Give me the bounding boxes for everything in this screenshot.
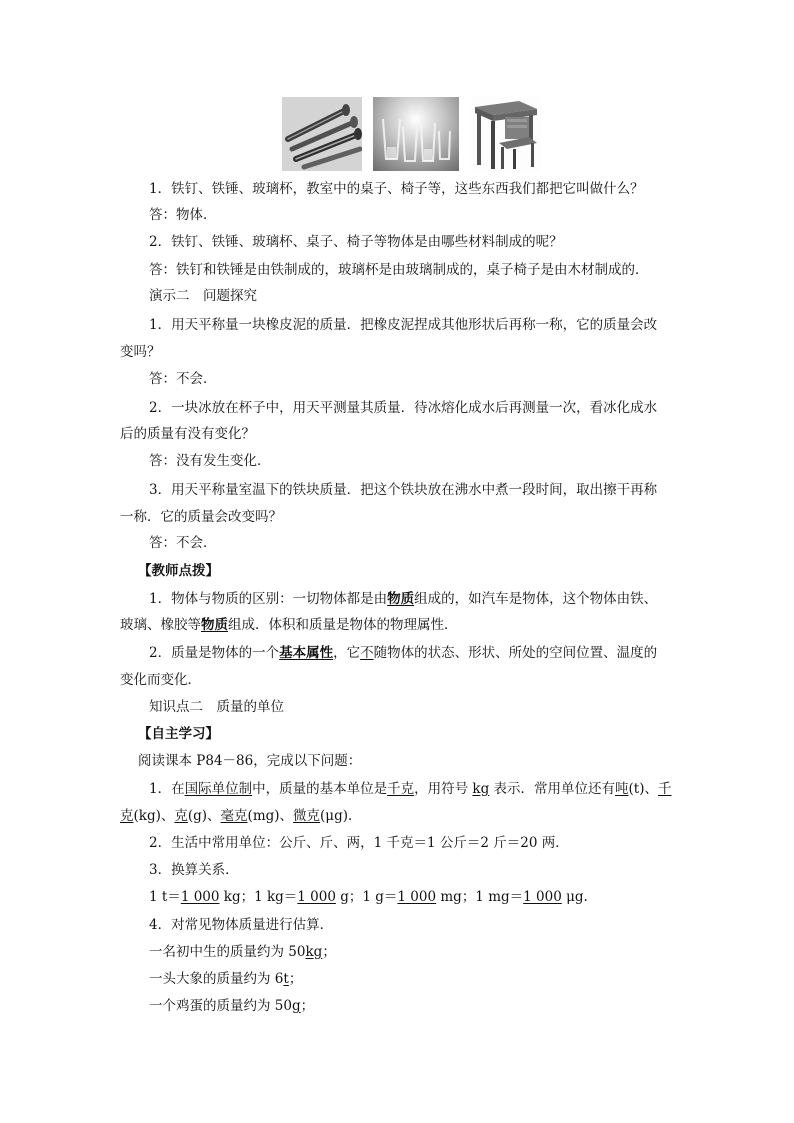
teacher-tips-heading: 【教师点拨】: [138, 563, 219, 579]
iron-nails-photo: [282, 97, 362, 171]
demo-question-1-line: 1．用天平称量一块橡皮泥的质量．把橡皮泥捏成其他形状后再称一称，它的质量会改: [149, 317, 658, 333]
estimate-student-line: 一名初中生的质量约为 50kg；: [149, 944, 336, 960]
answer-2-line: 答：铁钉和铁锤是由铁制成的，玻璃杯是由玻璃制成的，桌子椅子是由木材制成的．: [149, 262, 649, 278]
conversion-heading: 3．换算关系．: [149, 862, 239, 878]
demo-question-1-cont: 变吗？: [120, 344, 161, 360]
common-units-line: 2．生活中常用单位：公斤、斤、两，1 千克＝1 公斤＝2 斤＝20 两．: [149, 835, 569, 851]
demo-answer-3-line: 答：不会．: [149, 535, 217, 551]
demo-question-3-line: 3．用天平称量室温下的铁块质量．把这个铁块放在沸水中煮一段时间，取出擦干再称: [149, 482, 658, 498]
conversion-line: 1 t＝1 000 kg；1 kg＝1 000 g；1 g＝1 000 mg；1 mg＝1 000 μg.: [149, 889, 588, 905]
unit-question-1-line: 1．在国际单位制中，质量的基本单位是千克，用符号 kg 表示．常用单位还有吨(t)、千: [149, 781, 672, 797]
estimate-elephant-line: 一头大象的质量约为 6t；: [149, 971, 303, 987]
demo-answer-2-line: 答：没有发生变化．: [149, 453, 271, 469]
knowledge-point-2-heading: 知识点二 质量的单位: [149, 699, 284, 715]
estimation-heading: 4．对常见物体质量进行估算．: [149, 917, 334, 933]
self-study-heading: 【自主学习】: [138, 726, 219, 742]
demo-2-heading: 演示二 问题探究: [149, 288, 257, 304]
answer-1-line: 答：物体．: [149, 207, 217, 223]
estimate-egg-line: 一个鸡蛋的质量约为 50g；: [149, 998, 315, 1014]
tip-1-cont: 玻璃、橡胶等物质组成．体积和质量是物体的物理属性．: [120, 617, 458, 633]
photo-strip: [0, 97, 794, 171]
tip-2-cont: 变化而变化．: [120, 672, 201, 688]
demo-question-2-cont: 后的质量有没有变化？: [120, 426, 255, 442]
demo-answer-1-line: 答：不会．: [149, 371, 217, 387]
reading-instruction: 阅读课本 P84－86，完成以下问题：: [138, 753, 362, 769]
demo-question-3-cont: 一称．它的质量会改变吗？: [120, 509, 282, 525]
tip-2-line: 2．质量是物体的一个基本属性，它不随物体的状态、形状、所处的空间位置、温度的: [149, 645, 658, 661]
question-2-line: 2．铁钉、铁锤、玻璃杯、桌子、椅子等物体是由哪些材料制成的呢？: [149, 234, 563, 250]
desk-and-chair-photo: [471, 97, 541, 171]
tip-1-line: 1．物体与物质的区别：一切物体都是由物质组成的，如汽车是物体，这个物体由铁、: [149, 591, 658, 607]
question-1-line: 1．铁钉、铁锤、玻璃杯，教室中的桌子、椅子等，这些东西我们都把它叫做什么？: [149, 181, 644, 197]
demo-question-2-line: 2．一块冰放在杯子中，用天平测量其质量．待冰熔化成水后再测量一次，看冰化成水: [149, 400, 658, 416]
unit-question-1-cont: 克(kg)、克(g)、毫克(mg)、微克(μg)．: [120, 808, 362, 824]
glass-cups-photo: [373, 97, 459, 171]
